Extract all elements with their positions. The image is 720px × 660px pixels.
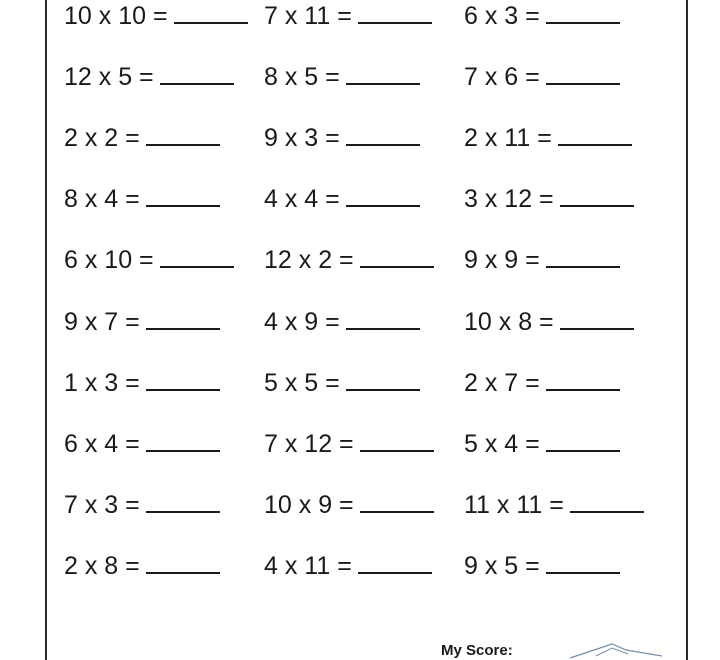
problem-expression: 2 x 2 =: [64, 124, 140, 152]
problem-item: [464, 306, 634, 337]
answer-blank[interactable]: [560, 183, 634, 207]
problem-expression: 12 x 5 =: [64, 63, 154, 91]
problem-item: [264, 183, 420, 214]
answer-blank[interactable]: [360, 244, 434, 268]
answer-blank[interactable]: [146, 489, 220, 513]
problem-expression: 9 x 7 =: [64, 308, 140, 336]
answer-blank[interactable]: [560, 306, 634, 330]
problem-expression: 11 x 11 =: [464, 491, 564, 519]
problem-expression: 7 x 3 =: [64, 491, 140, 519]
problem-expression: 12 x 2 =: [264, 246, 354, 274]
problem-item: [464, 367, 620, 398]
answer-blank[interactable]: [160, 244, 234, 268]
problem-item: [264, 306, 420, 337]
answer-blank[interactable]: [546, 61, 620, 85]
problem-expression: 4 x 9 =: [264, 308, 340, 336]
problem-expression: 5 x 5 =: [264, 369, 340, 397]
answer-blank[interactable]: [146, 428, 220, 452]
answer-blank[interactable]: [160, 61, 234, 85]
problem-expression: 9 x 3 =: [264, 124, 340, 152]
answer-blank[interactable]: [558, 122, 632, 146]
problem-expression: 7 x 6 =: [464, 63, 540, 91]
answer-blank[interactable]: [546, 367, 620, 391]
answer-blank[interactable]: [570, 489, 644, 513]
answer-blank[interactable]: [146, 550, 220, 574]
problem-item: [64, 244, 234, 275]
problem-expression: 6 x 4 =: [64, 430, 140, 458]
problem-expression: 8 x 4 =: [64, 185, 140, 213]
problem-expression: 7 x 12 =: [264, 430, 354, 458]
problem-expression: 2 x 11 =: [464, 124, 552, 152]
answer-blank[interactable]: [360, 428, 434, 452]
problem-expression: 10 x 9 =: [264, 491, 354, 519]
problem-expression: 2 x 8 =: [64, 552, 140, 580]
problem-expression: 5 x 4 =: [464, 430, 540, 458]
problem-item: [464, 428, 620, 459]
problem-item: [64, 367, 220, 398]
problem-item: [464, 550, 620, 581]
problem-expression: 3 x 12 =: [464, 185, 554, 213]
answer-blank[interactable]: [346, 61, 420, 85]
problem-item: [264, 244, 434, 275]
problem-item: [64, 428, 220, 459]
problem-item: [464, 244, 620, 275]
problem-item: [64, 489, 220, 520]
problem-expression: 10 x 8 =: [464, 308, 554, 336]
score-label: My Score:: [441, 642, 513, 659]
problem-item: [64, 122, 220, 153]
answer-blank[interactable]: [146, 183, 220, 207]
answer-blank[interactable]: [146, 306, 220, 330]
problem-expression: 4 x 11 =: [264, 552, 352, 580]
problem-item: [464, 61, 620, 92]
answer-blank[interactable]: [146, 367, 220, 391]
problem-expression: 1 x 3 =: [64, 369, 140, 397]
page-border-right: [686, 0, 688, 660]
problem-expression: 6 x 10 =: [64, 246, 154, 274]
answer-blank[interactable]: [346, 122, 420, 146]
problem-item: [464, 122, 632, 153]
answer-blank[interactable]: [358, 0, 432, 24]
problem-item: [464, 183, 634, 214]
problem-expression: 9 x 5 =: [464, 552, 540, 580]
problem-expression: 8 x 5 =: [264, 63, 340, 91]
answer-blank[interactable]: [360, 489, 434, 513]
answer-blank[interactable]: [546, 244, 620, 268]
answer-blank[interactable]: [546, 0, 620, 24]
problem-item: [464, 489, 644, 520]
answer-blank[interactable]: [346, 367, 420, 391]
problem-item: [264, 122, 420, 153]
problem-item: [264, 0, 432, 31]
problem-expression: 2 x 7 =: [464, 369, 540, 397]
answer-blank[interactable]: [146, 122, 220, 146]
problem-expression: 4 x 4 =: [264, 185, 340, 213]
score-box-roof: [570, 644, 662, 658]
problem-item: [264, 61, 420, 92]
problem-item: [64, 550, 220, 581]
problem-expression: 6 x 3 =: [464, 2, 540, 30]
problem-item: [64, 0, 248, 31]
problem-expression: 7 x 11 =: [264, 2, 352, 30]
answer-blank[interactable]: [174, 0, 248, 24]
problem-expression: 9 x 9 =: [464, 246, 540, 274]
problem-item: [264, 367, 420, 398]
problem-item: [464, 0, 620, 31]
problem-item: [64, 306, 220, 337]
answer-blank[interactable]: [358, 550, 432, 574]
page-border-left: [45, 0, 47, 660]
problem-item: [64, 183, 220, 214]
problem-item: [264, 550, 432, 581]
answer-blank[interactable]: [346, 306, 420, 330]
answer-blank[interactable]: [546, 550, 620, 574]
score-box-icon: [566, 636, 666, 660]
problem-expression: 10 x 10 =: [64, 2, 168, 30]
problem-item: [264, 489, 434, 520]
problem-item: [64, 61, 234, 92]
problem-item: [264, 428, 434, 459]
answer-blank[interactable]: [546, 428, 620, 452]
answer-blank[interactable]: [346, 183, 420, 207]
